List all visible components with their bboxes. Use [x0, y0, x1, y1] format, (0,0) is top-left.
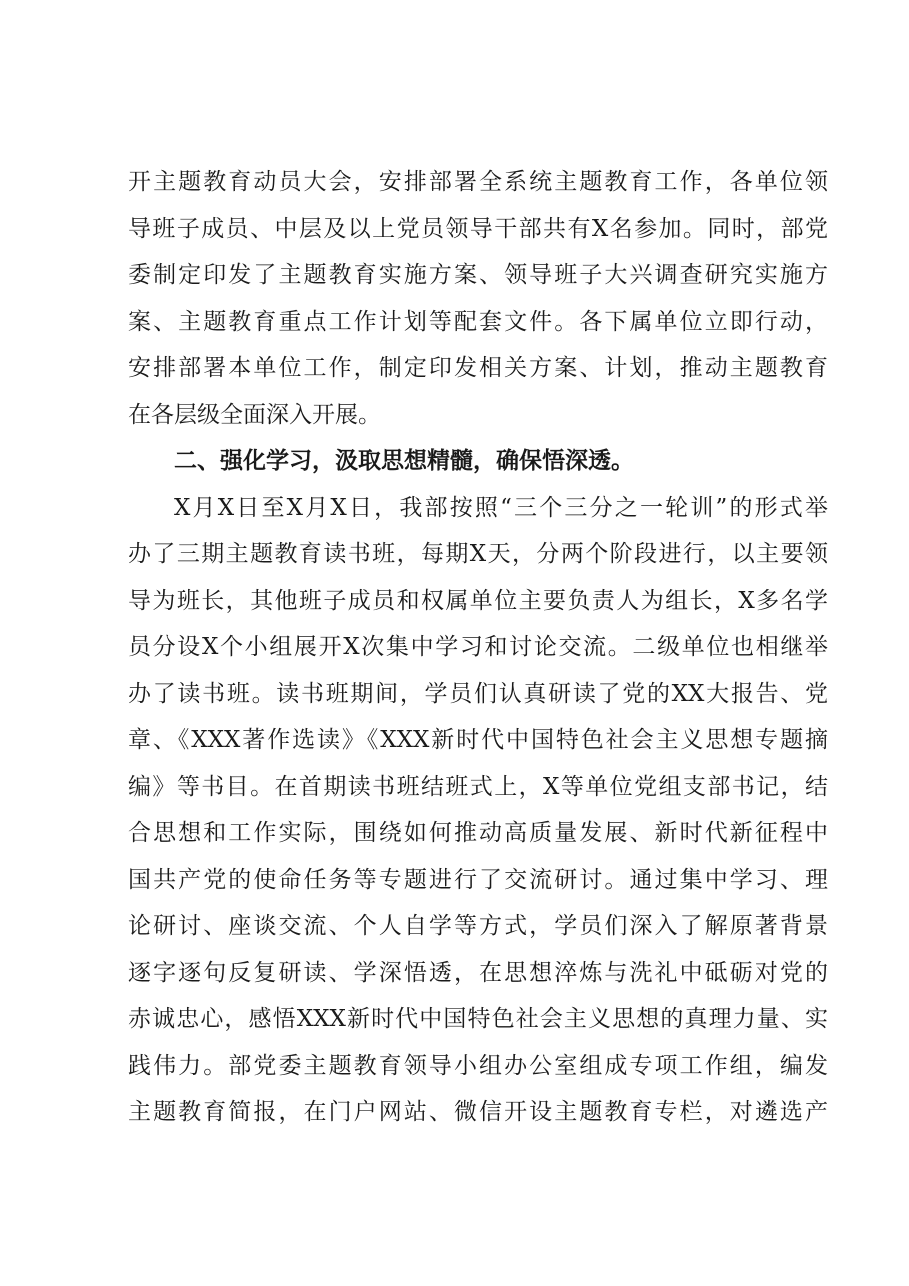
text-line: 践伟力。部党委主题教育领导小组办公室组成专项工作组，编发	[128, 1052, 828, 1079]
text-line: 办了读书班。读书班期间，学员们认真研读了党的XX大报告、党	[128, 680, 828, 707]
text-line: 合思想和工作实际，围绕如何推动高质量发展、新时代新征程中	[128, 820, 828, 846]
document-body	[128, 159, 828, 1136]
text-line: 导为班长，其他班子成员和权属单位主要负责人为组长，X多名学	[128, 587, 828, 614]
text-line: 主题教育简报，在门户网站、微信开设主题教育专栏，对遴选产	[128, 1099, 828, 1125]
text-line: 员分设X个小组展开X次集中学习和讨论交流。二级单位也相继举	[128, 634, 828, 660]
section-heading: 二、强化学习，汲取思想精髓，确保悟深透。	[174, 447, 634, 474]
text-line: 委制定印发了主题教育实施方案、领导班子大兴调查研究实施方	[128, 262, 828, 288]
text-line: 章、《XXX著作选读》《XXX新时代中国特色社会主义思想专题摘	[128, 727, 828, 753]
text-line: 逐字逐句反复研读、学深悟透，在思想淬炼与洗礼中砥砺对党的	[128, 959, 828, 986]
text-line: 编》等书目。在首期读书班结班式上，X等单位党组支部书记，结	[128, 773, 828, 800]
text-line: 开主题教育动员大会，安排部署全系统主题教育工作，各单位领	[128, 169, 828, 195]
text-line: 赤诚忠心，感悟XXX新时代中国特色社会主义思想的真理力量、实	[128, 1006, 828, 1032]
text-line: 导班子成员、中层及以上党员领导干部共有X名参加。同时，部党	[128, 215, 828, 242]
text-line: 在各层级全面深入开展。	[128, 401, 381, 428]
text-line: 办了三期主题教育读书班，每期X天，分两个阶段进行，以主要领	[128, 541, 828, 567]
text-line: 安排部署本单位工作，制定印发相关方案、计划，推动主题教育	[128, 355, 828, 381]
text-line: X月X日至X月X日，我部按照“三个三分之一轮训”的形式举	[174, 494, 828, 521]
text-line: 论研讨、座谈交流、个人自学等方式，学员们深入了解原著背景	[128, 913, 828, 939]
text-line: 案、主题教育重点工作计划等配套文件。各下属单位立即行动，	[128, 308, 828, 335]
text-line: 国共产党的使命任务等专题进行了交流研讨。通过集中学习、理	[128, 866, 828, 893]
